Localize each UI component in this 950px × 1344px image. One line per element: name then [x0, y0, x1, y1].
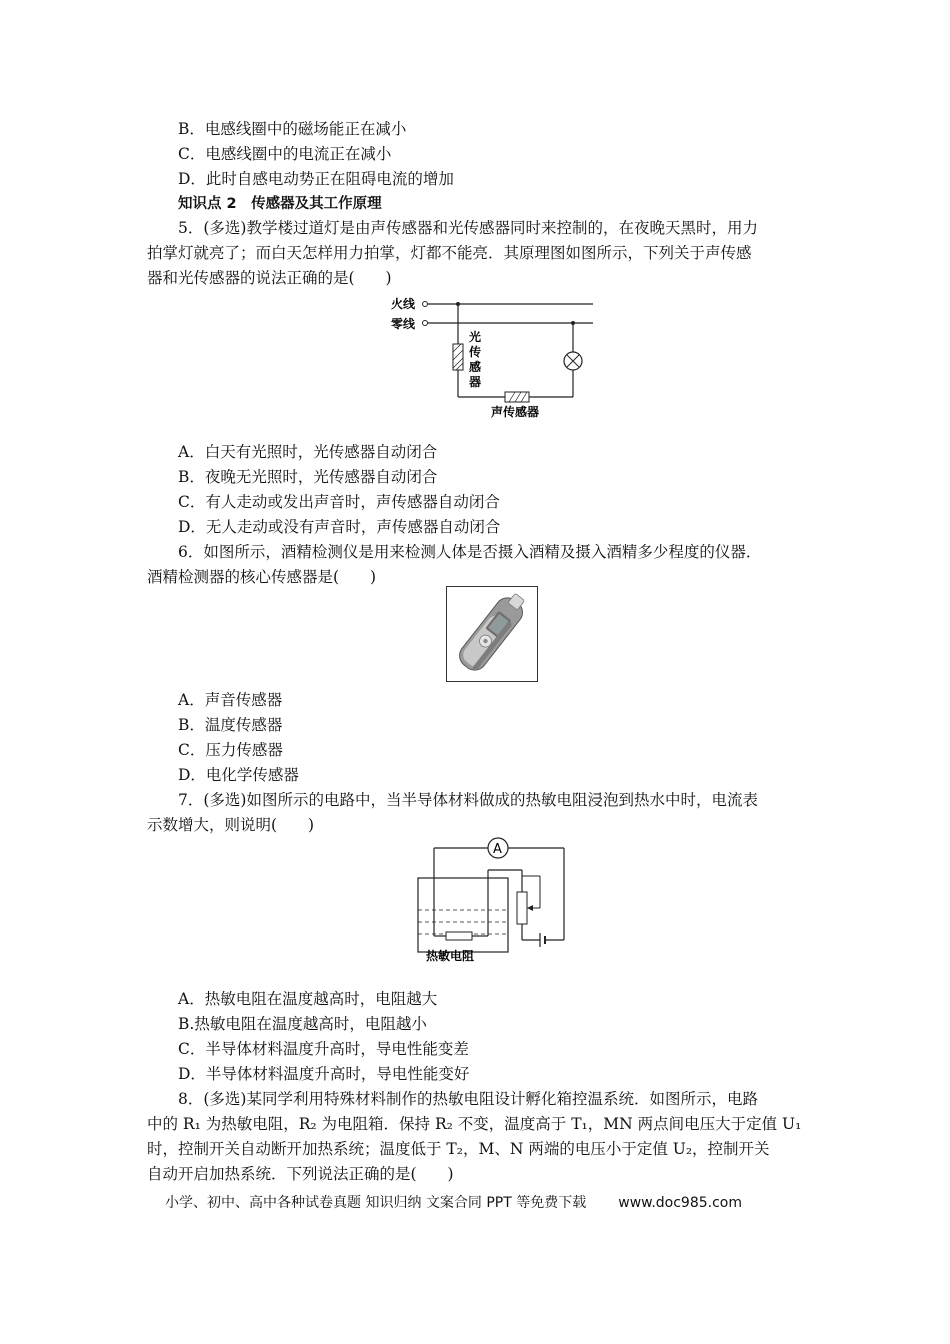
q5-circuit-diagram	[385, 292, 605, 422]
q4-option-d: D．此时自感电动势正在阻碍电流的增加	[178, 170, 454, 188]
section-heading: 知识点 2 传感器及其工作原理	[178, 196, 382, 212]
q5-option-c: C．有人走动或发出声音时，声传感器自动闭合	[178, 493, 500, 511]
q8-stem-line2: 中的 R₁ 为热敏电阻，R₂ 为电阻箱．保持 R₂ 不变，温度高于 T₁，MN 两点间电压大于定值 U₁	[147, 1115, 802, 1133]
q7-stem-line1: 7．(多选)如图所示的电路中，当半导体材料做成的热敏电阻浸泡到热水中时，电流表	[178, 791, 758, 809]
light-sensor-label: 光 传 感 器	[469, 330, 482, 389]
q7-option-a: A．热敏电阻在温度越高时，电阻越大	[178, 990, 438, 1008]
q8-stem-line4: 自动开启加热系统．下列说法正确的是( )	[147, 1165, 454, 1183]
q6-option-d: D．电化学传感器	[178, 766, 299, 784]
q5-stem-line2: 拍掌灯就亮了；而白天怎样用力拍掌，灯都不能亮．其原理图如图所示，下列关于声传感	[147, 244, 752, 262]
q6-stem-line1: 6．如图所示，酒精检测仪是用来检测人体是否摄入酒精及摄入酒精多少程度的仪器．	[178, 543, 762, 561]
live-wire-label: 火线	[391, 297, 416, 311]
footer-text: 小学、初中、高中各种试卷真题 知识归纳 文案合同 PPT 等免费下载	[165, 1195, 587, 1211]
rheostat-symbol	[517, 892, 527, 924]
q7-stem-line2: 示数增大，则说明( )	[147, 816, 315, 834]
q5-option-b: B．夜晚无光照时，光传感器自动闭合	[178, 468, 438, 486]
page-footer	[165, 1193, 742, 1213]
thermistor-symbol	[446, 932, 472, 940]
q6-option-a: A．声音传感器	[178, 691, 283, 709]
q6-stem-line2: 酒精检测器的核心传感器是( )	[147, 568, 377, 586]
neutral-wire-label: 零线	[391, 317, 416, 331]
thermistor-label: 热敏电阻	[426, 949, 475, 963]
q7-option-d: D．半导体材料温度升高时，导电性能变好	[178, 1065, 470, 1083]
q7-option-c: C．半导体材料温度升高时，导电性能变差	[178, 1040, 469, 1058]
q5-stem-line1: 5．(多选)教学楼过道灯是由声传感器和光传感器同时来控制的，在夜晚天黑时，用力	[178, 219, 758, 237]
q7-circuit-diagram	[412, 836, 572, 964]
footer-link[interactable]: www.doc985.com	[618, 1195, 742, 1211]
breathalyzer-photo	[446, 586, 538, 682]
sound-sensor-label: 声传感器	[491, 405, 540, 419]
q6-option-c: C．压力传感器	[178, 741, 283, 759]
q7-option-b: B.热敏电阻在温度越高时，电阻越小	[178, 1015, 427, 1033]
water-container	[418, 878, 508, 952]
q8-stem-line1: 8．(多选)某同学利用特殊材料制作的热敏电阻设计孵化箱控温系统．如图所示，电路	[178, 1090, 758, 1108]
sound-sensor-symbol	[505, 392, 529, 402]
ammeter-label: A	[493, 842, 502, 857]
q6-option-b: B．温度传感器	[178, 716, 283, 734]
q8-stem-line3: 时，控制开关自动断开加热系统；温度低于 T₂，M、N 两端的电压小于定值 U₂，控制开关	[147, 1140, 770, 1158]
q5-option-a: A．白天有光照时，光传感器自动闭合	[178, 443, 438, 461]
q5-option-d: D．无人走动或没有声音时，声传感器自动闭合	[178, 518, 501, 536]
q4-option-b: B．电感线圈中的磁场能正在减小	[178, 120, 407, 138]
q5-stem-line3: 器和光传感器的说法正确的是( )	[147, 269, 392, 287]
q4-option-c: C．电感线圈中的电流正在减小	[178, 145, 392, 163]
